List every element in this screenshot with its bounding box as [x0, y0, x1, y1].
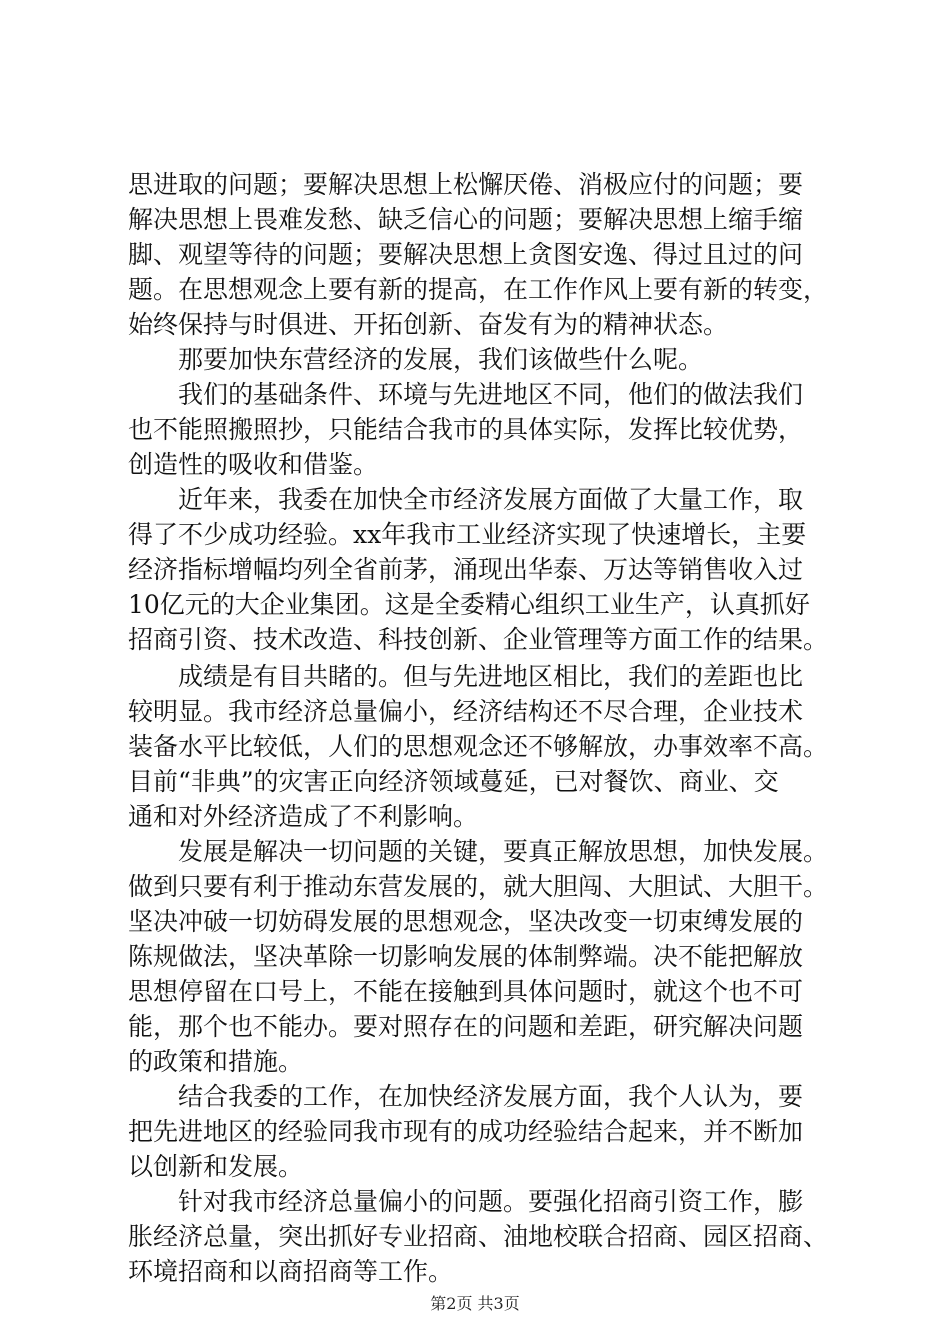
- text-line: 能，那个也不能办。要对照存在的问题和差距，研究解决问题: [128, 1012, 804, 1041]
- text-line: 发展是解决一切问题的关键，要真正解放思想，加快发展。: [178, 837, 829, 866]
- text-line: 把先进地区的经验同我市现有的成功经验结合起来，并不断加: [128, 1117, 804, 1146]
- text-line: 解决思想上畏难发愁、缺乏信心的问题；要解决思想上缩手缩: [128, 205, 804, 234]
- text-line: 做到只要有利于推动东营发展的，就大胆闯、大胆试、大胆干。: [128, 872, 829, 901]
- text-line: 思进取的问题；要解决思想上松懈厌倦、消极应付的问题；要: [128, 170, 804, 199]
- text-line: 10亿元的大企业集团。这是全委精心组织工业生产，认真抓好: [128, 590, 810, 619]
- text-line: 坚决冲破一切妨碍发展的思想观念，坚决改变一切束缚发展的: [128, 907, 804, 936]
- text-line: 通和对外经济造成了不利影响。: [128, 802, 479, 831]
- text-line: 招商引资、技术改造、科技创新、企业管理等方面工作的结果。: [128, 625, 829, 654]
- text-line: 装备水平比较低，人们的思想观念还不够解放，办事效率不高。: [128, 732, 829, 761]
- text-line: 胀经济总量，突出抓好专业招商、油地校联合招商、园区招商、: [128, 1222, 829, 1251]
- text-line: 那要加快东营经济的发展，我们该做些什么呢。: [178, 345, 704, 374]
- text-line: 始终保持与时俱进、开拓创新、奋发有为的精神状态。: [128, 310, 729, 339]
- text-line: 以创新和发展。: [128, 1152, 304, 1181]
- text-line: 结合我委的工作，在加快经济发展方面，我个人认为，要: [178, 1082, 804, 1111]
- text-line: 陈规做法，坚决革除一切影响发展的体制弊端。决不能把解放: [128, 942, 804, 971]
- text-line: 的政策和措施。: [128, 1047, 304, 1076]
- text-line: 针对我市经济总量偏小的问题。要强化招商引资工作，膨: [178, 1187, 804, 1216]
- text-line: 也不能照搬照抄，只能结合我市的具体实际，发挥比较优势，: [128, 415, 804, 444]
- text-line: 思想停留在口号上，不能在接触到具体问题时，就这个也不可: [128, 977, 804, 1006]
- text-line: 脚、观望等待的问题；要解决思想上贪图安逸、得过且过的问: [128, 240, 804, 269]
- page-number: 第2页 共3页: [430, 1294, 520, 1313]
- text-line: 环境招商和以商招商等工作。: [128, 1257, 454, 1286]
- text-line: 目前“非典”的灾害正向经济领域蔓延，已对餐饮、商业、交: [128, 767, 779, 796]
- text-line: 创造性的吸收和借鉴。: [128, 450, 379, 479]
- text-line: 题。在思想观念上要有新的提高，在工作作风上要有新的转变，: [128, 275, 829, 304]
- text-line: 近年来，我委在加快全市经济发展方面做了大量工作，取: [178, 485, 804, 514]
- text-line: 我们的基础条件、环境与先进地区不同，他们的做法我们: [178, 380, 804, 409]
- text-line: 成绩是有目共睹的。但与先进地区相比，我们的差距也比: [178, 662, 804, 691]
- text-line: 经济指标增幅均列全省前茅，涌现出华泰、万达等销售收入过: [128, 555, 804, 584]
- text-line: 得了不少成功经验。xx年我市工业经济实现了快速增长，主要: [128, 520, 807, 549]
- text-line: 较明显。我市经济总量偏小，经济结构还不尽合理，企业技术: [128, 697, 804, 726]
